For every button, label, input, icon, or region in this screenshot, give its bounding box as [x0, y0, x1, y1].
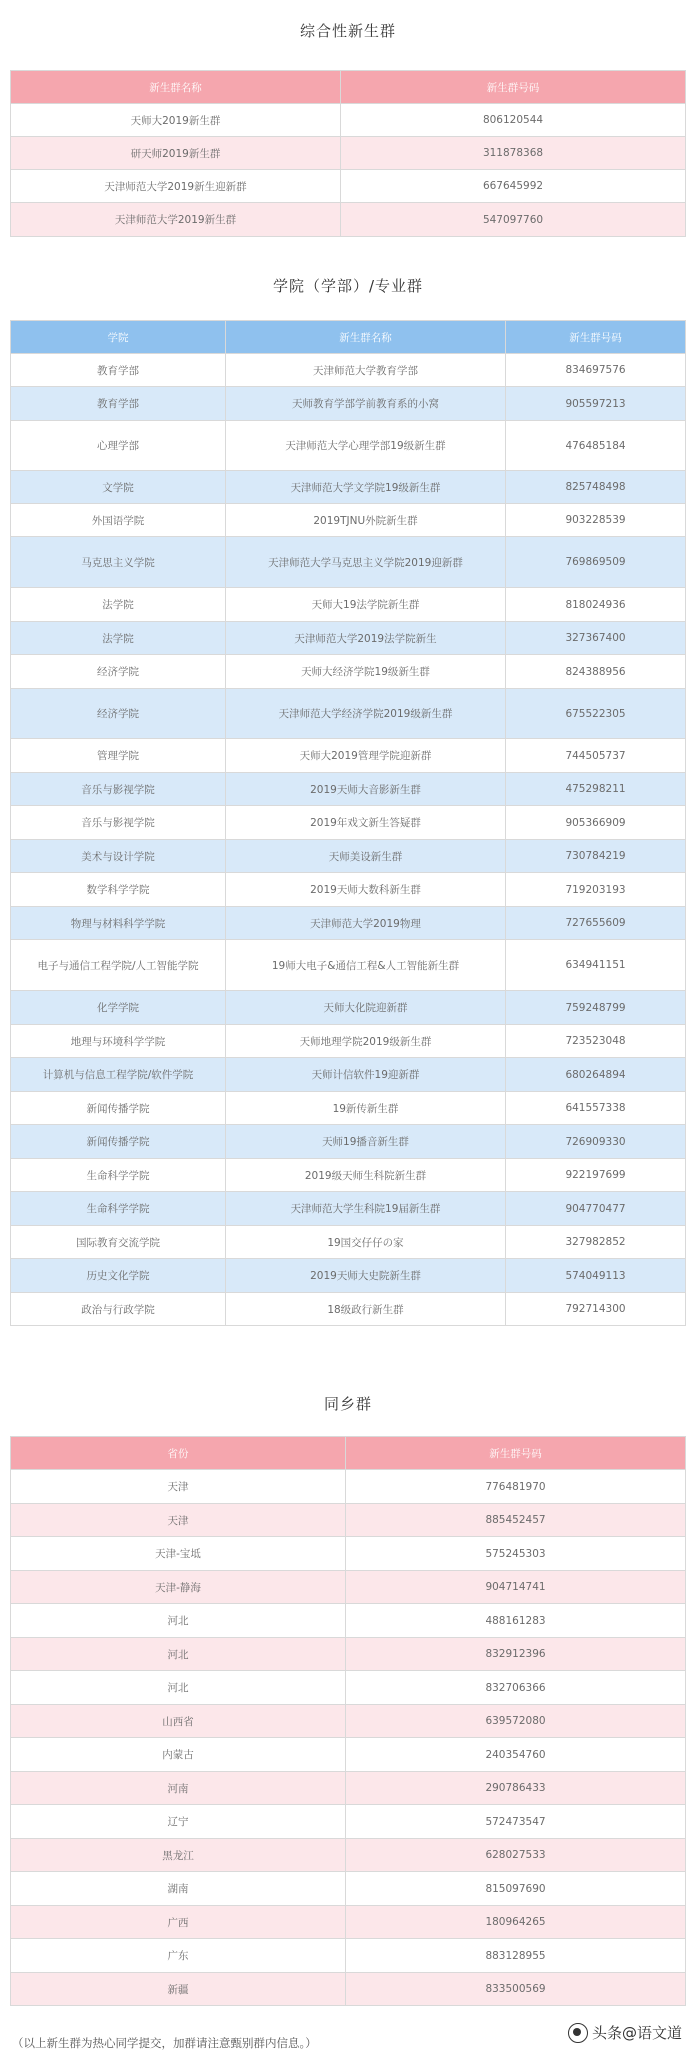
table-cell: 634941151 — [506, 940, 686, 991]
table-cell: 天津师范大学生科院19届新生群 — [226, 1192, 506, 1226]
table-cell: 新闻传播学院 — [11, 1092, 226, 1125]
table-cell: 806120544 — [341, 104, 686, 137]
table-cell: 生命科学学院 — [11, 1192, 226, 1226]
table-cell: 575245303 — [346, 1537, 686, 1571]
general-groups-table — [10, 70, 686, 237]
table-cell: 化学学院 — [11, 991, 226, 1025]
table-cell: 地理与环境科学学院 — [11, 1025, 226, 1058]
table-cell: 国际教育交流学院 — [11, 1226, 226, 1259]
table-cell: 19新传新生群 — [226, 1092, 506, 1125]
table-cell: 教育学部 — [11, 387, 226, 421]
table-row — [11, 588, 686, 622]
table-cell: 290786433 — [346, 1772, 686, 1805]
watermark — [568, 2022, 682, 2043]
column-header: 新生群名称 — [11, 71, 341, 104]
table-cell: 天津师范大学2019物理 — [226, 907, 506, 940]
table-cell: 723523048 — [506, 1025, 686, 1058]
table-cell: 730784219 — [506, 840, 686, 873]
table-cell: 667645992 — [341, 170, 686, 203]
table-row — [11, 840, 686, 873]
table-row — [11, 421, 686, 471]
table-row — [11, 739, 686, 773]
table-row — [11, 354, 686, 387]
table-cell: 815097690 — [346, 1872, 686, 1906]
table-row — [11, 1293, 686, 1326]
table-cell: 天师19播音新生群 — [226, 1125, 506, 1159]
table-cell: 2019天师大史院新生群 — [226, 1259, 506, 1293]
table-row — [11, 1192, 686, 1226]
table-cell: 天津师范大学马克思主义学院2019迎新群 — [226, 537, 506, 588]
table-cell: 内蒙古 — [11, 1738, 346, 1772]
table-cell: 2019TJNU外院新生群 — [226, 504, 506, 537]
table-cell: 天师计信软件19迎新群 — [226, 1058, 506, 1092]
table-row — [11, 873, 686, 907]
column-header: 新生群号码 — [346, 1437, 686, 1470]
table-row — [11, 1604, 686, 1638]
table-cell: 文学院 — [11, 471, 226, 504]
table-cell: 719203193 — [506, 873, 686, 907]
table-cell: 天津师范大学教育学部 — [226, 354, 506, 387]
table-row — [11, 1504, 686, 1537]
table-row — [11, 1973, 686, 2006]
table-cell: 574049113 — [506, 1259, 686, 1293]
table-cell: 辽宁 — [11, 1805, 346, 1839]
table-row — [11, 1805, 686, 1839]
table-cell: 天师大化院迎新群 — [226, 991, 506, 1025]
table-row — [11, 471, 686, 504]
table-header-row — [11, 321, 686, 354]
camera-lens-icon — [568, 2023, 588, 2043]
table-cell: 物理与材料科学学院 — [11, 907, 226, 940]
table-cell: 476485184 — [506, 421, 686, 471]
table-cell: 2019天师大数科新生群 — [226, 873, 506, 907]
table-cell: 法学院 — [11, 588, 226, 622]
table-cell: 572473547 — [346, 1805, 686, 1839]
table-row — [11, 1259, 686, 1293]
table-row — [11, 1571, 686, 1604]
column-header: 省份 — [11, 1437, 346, 1470]
table-cell: 475298211 — [506, 773, 686, 806]
table-row — [11, 1125, 686, 1159]
table-row — [11, 137, 686, 170]
table-row — [11, 1872, 686, 1906]
table-cell: 研天师2019新生群 — [11, 137, 341, 170]
table-cell: 885452457 — [346, 1504, 686, 1537]
table-cell: 639572080 — [346, 1705, 686, 1738]
table-row — [11, 1906, 686, 1939]
table-cell: 675522305 — [506, 689, 686, 739]
table-cell: 905366909 — [506, 806, 686, 840]
table-cell: 832912396 — [346, 1638, 686, 1671]
table-row — [11, 537, 686, 588]
table-cell: 电子与通信工程学院/人工智能学院 — [11, 940, 226, 991]
table-row — [11, 504, 686, 537]
table-cell: 19国交仔仔の家 — [226, 1226, 506, 1259]
table-row — [11, 1159, 686, 1192]
table-row — [11, 1025, 686, 1058]
table-cell: 903228539 — [506, 504, 686, 537]
table-cell: 广西 — [11, 1906, 346, 1939]
college-section-title: 学院（学部）/专业群 — [272, 277, 424, 295]
table-cell: 776481970 — [346, 1470, 686, 1504]
table-cell: 2019级天师生科院新生群 — [226, 1159, 506, 1192]
table-cell: 音乐与影视学院 — [11, 773, 226, 806]
table-cell: 天师大19法学院新生群 — [226, 588, 506, 622]
table-cell: 天津师范大学2019法学院新生 — [226, 622, 506, 655]
table-cell: 18级政行新生群 — [226, 1293, 506, 1326]
table-cell: 河南 — [11, 1772, 346, 1805]
table-cell: 数学科学学院 — [11, 873, 226, 907]
column-header: 学院 — [11, 321, 226, 354]
table-cell: 外国语学院 — [11, 504, 226, 537]
table-cell: 180964265 — [346, 1906, 686, 1939]
table-cell: 管理学院 — [11, 739, 226, 773]
table-cell: 628027533 — [346, 1839, 686, 1872]
table-row — [11, 655, 686, 689]
table-cell: 马克思主义学院 — [11, 537, 226, 588]
table-header-row — [11, 71, 686, 104]
table-row — [11, 689, 686, 739]
table-cell: 19师大电子&通信工程&人工智能新生群 — [226, 940, 506, 991]
footer-note: （以上新生群为热心同学提交，加群请注意甄别群内信息。） — [12, 2036, 317, 2050]
table-row — [11, 940, 686, 991]
table-row — [11, 622, 686, 655]
table-cell: 河北 — [11, 1671, 346, 1705]
table-cell: 240354760 — [346, 1738, 686, 1772]
table-cell: 山西省 — [11, 1705, 346, 1738]
table-cell: 825748498 — [506, 471, 686, 504]
table-cell: 833500569 — [346, 1973, 686, 2006]
table-cell: 2019天师大音影新生群 — [226, 773, 506, 806]
table-cell: 天师地理学院2019级新生群 — [226, 1025, 506, 1058]
table-cell: 311878368 — [341, 137, 686, 170]
table-cell: 680264894 — [506, 1058, 686, 1092]
table-row — [11, 170, 686, 203]
watermark-text: 头条@语文道 — [591, 2024, 682, 2042]
table-row — [11, 1671, 686, 1705]
table-cell: 美术与设计学院 — [11, 840, 226, 873]
table-cell: 904714741 — [346, 1571, 686, 1604]
table-cell: 广东 — [11, 1939, 346, 1973]
table-row — [11, 1226, 686, 1259]
table-cell: 488161283 — [346, 1604, 686, 1638]
table-header-row — [11, 1437, 686, 1470]
general-section-title: 综合性新生群 — [299, 22, 396, 40]
table-cell: 天师大经济学院19级新生群 — [226, 655, 506, 689]
table-cell: 天津-静海 — [11, 1571, 346, 1604]
table-row — [11, 203, 686, 237]
table-cell: 新闻传播学院 — [11, 1125, 226, 1159]
table-cell: 天师大2019管理学院迎新群 — [226, 739, 506, 773]
hometown-section-title: 同乡群 — [323, 1395, 372, 1413]
table-cell: 天师美设新生群 — [226, 840, 506, 873]
table-cell: 天津师范大学心理学部19级新生群 — [226, 421, 506, 471]
table-cell: 2019年戏文新生答疑群 — [226, 806, 506, 840]
table-row — [11, 1537, 686, 1571]
table-row — [11, 806, 686, 840]
table-cell: 天津 — [11, 1504, 346, 1537]
table-cell: 湖南 — [11, 1872, 346, 1906]
table-cell: 天津师范大学文学院19级新生群 — [226, 471, 506, 504]
table-row — [11, 1939, 686, 1973]
table-cell: 547097760 — [341, 203, 686, 237]
table-cell: 河北 — [11, 1604, 346, 1638]
table-cell: 744505737 — [506, 739, 686, 773]
table-row — [11, 1092, 686, 1125]
table-cell: 河北 — [11, 1638, 346, 1671]
table-cell: 天津师范大学经济学院2019级新生群 — [226, 689, 506, 739]
table-cell: 法学院 — [11, 622, 226, 655]
table-cell: 824388956 — [506, 655, 686, 689]
table-cell: 教育学部 — [11, 354, 226, 387]
table-row — [11, 1738, 686, 1772]
table-row — [11, 1839, 686, 1872]
table-cell: 327982852 — [506, 1226, 686, 1259]
table-cell: 641557338 — [506, 1092, 686, 1125]
college-groups-table — [10, 320, 686, 1326]
table-cell: 834697576 — [506, 354, 686, 387]
column-header: 新生群名称 — [226, 321, 506, 354]
table-row — [11, 1470, 686, 1504]
column-header: 新生群号码 — [341, 71, 686, 104]
table-cell: 天津师范大学2019新生迎新群 — [11, 170, 341, 203]
table-cell: 天师大2019新生群 — [11, 104, 341, 137]
table-row — [11, 991, 686, 1025]
table-cell: 883128955 — [346, 1939, 686, 1973]
table-cell: 计算机与信息工程学院/软件学院 — [11, 1058, 226, 1092]
table-row — [11, 1772, 686, 1805]
table-cell: 黑龙江 — [11, 1839, 346, 1872]
table-row — [11, 1705, 686, 1738]
table-cell: 天津-宝坻 — [11, 1537, 346, 1571]
table-row — [11, 387, 686, 421]
table-cell: 政治与行政学院 — [11, 1293, 226, 1326]
table-cell: 生命科学学院 — [11, 1159, 226, 1192]
table-cell: 天津师范大学2019新生群 — [11, 203, 341, 237]
table-cell: 832706366 — [346, 1671, 686, 1705]
table-cell: 327367400 — [506, 622, 686, 655]
table-cell: 769869509 — [506, 537, 686, 588]
table-cell: 经济学院 — [11, 655, 226, 689]
table-cell: 792714300 — [506, 1293, 686, 1326]
table-cell: 726909330 — [506, 1125, 686, 1159]
table-row — [11, 773, 686, 806]
table-cell: 经济学院 — [11, 689, 226, 739]
table-cell: 905597213 — [506, 387, 686, 421]
hometown-groups-table — [10, 1436, 686, 2006]
table-cell: 天师教育学部学前教育系的小窝 — [226, 387, 506, 421]
table-cell: 音乐与影视学院 — [11, 806, 226, 840]
table-cell: 904770477 — [506, 1192, 686, 1226]
column-header: 新生群号码 — [506, 321, 686, 354]
table-cell: 818024936 — [506, 588, 686, 622]
table-row — [11, 104, 686, 137]
table-cell: 心理学部 — [11, 421, 226, 471]
table-cell: 727655609 — [506, 907, 686, 940]
table-cell: 历史文化学院 — [11, 1259, 226, 1293]
table-row — [11, 907, 686, 940]
table-cell: 天津 — [11, 1470, 346, 1504]
table-cell: 759248799 — [506, 991, 686, 1025]
table-cell: 922197699 — [506, 1159, 686, 1192]
table-row — [11, 1058, 686, 1092]
table-row — [11, 1638, 686, 1671]
table-cell: 新疆 — [11, 1973, 346, 2006]
